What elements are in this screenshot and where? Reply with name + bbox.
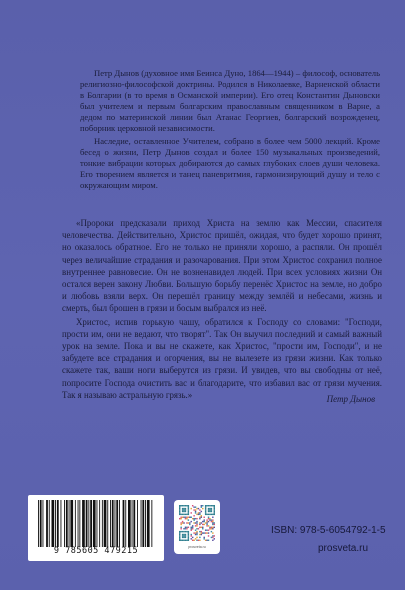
- bio-paragraph: Наследие, оставленное Учителем, собрано в более чем 5000 лекций. Кроме бесед о жизни, Петр Дынов создал и более 150 музыкальных произведений, тонкие вибрации которых добираются до самых глубоких слоев души человека. Его творением является и танец паневритмия, гармонизирующий душу и тело с окружающим миром.: [80, 136, 380, 190]
- website-link[interactable]: prosveta.ru: [318, 543, 369, 554]
- barcode-digits: 9 785605 479215: [53, 546, 139, 556]
- bio-paragraph: Петр Дынов (духовное имя Беинса Дуно, 1864—1944) – философ, основатель религиозно-философской доктрины. Родился в Николаевке, Варненской области в Болгарии (в то время в Османской империи). Его отец Константин Дыновски был учителем и первым болгарским православным священником в Варне, а дедом по материнской линии был Атанас Георгиев, болгарский возрожденец, поборник церковной независимости.: [80, 68, 380, 133]
- quote-paragraph: «Пророки предсказали приход Христа на землю как Мессии, спасителя человечества. Действительно, Христос пришёл, ожидая, что будет хорошо принят, но оказалось обратное. Его не только не приняли хорошо, а распяли. Он прошёл через величайшие страдания и разочарования. При этом Христос сохранил полное внутреннее равновесие. Он не возненавидел людей. При всех условиях жизни Он остался верен закону Любви. Большую борьбу перенёс Христос на земле, но добро и любовь взяли верх. Он перешёл границу между землёй и небесами, жизнь и смерть, был брошен в грязи и босым выбрался из неё.: [62, 218, 382, 314]
- qr-code[interactable]: [174, 500, 220, 554]
- isbn-barcode: [28, 495, 164, 561]
- barcode-bars: [36, 500, 156, 547]
- quote-author: Петр Дынов: [326, 394, 375, 404]
- isbn-number: ISBN: 978-5-6054792-1-5: [271, 525, 386, 536]
- quote-block: [62, 217, 382, 401]
- qr-caption: prosveta.ru: [188, 545, 206, 549]
- author-bio: [80, 68, 380, 191]
- quote-paragraph: Христос, испив горькую чашу, обратился к Господу со словами: "Господи, прости им, они не ведают, что творят". Так Он выучил последний и самый важный урок на земле. Пока и вы не скажете, как Христос, "прости им, Господи", и не забудете все страдания и огорчения, вы не вылезете из грязи жизни. Как только скажете так, ваши ноги выберутся из грязи. И увидев, что вы свободны от неё, попросите Господа очистить вас и благодарите, что избавил вас от грязи мучения. Так я называю астральную грязь.»: [62, 316, 382, 400]
- qr-code-icon: [179, 505, 215, 541]
